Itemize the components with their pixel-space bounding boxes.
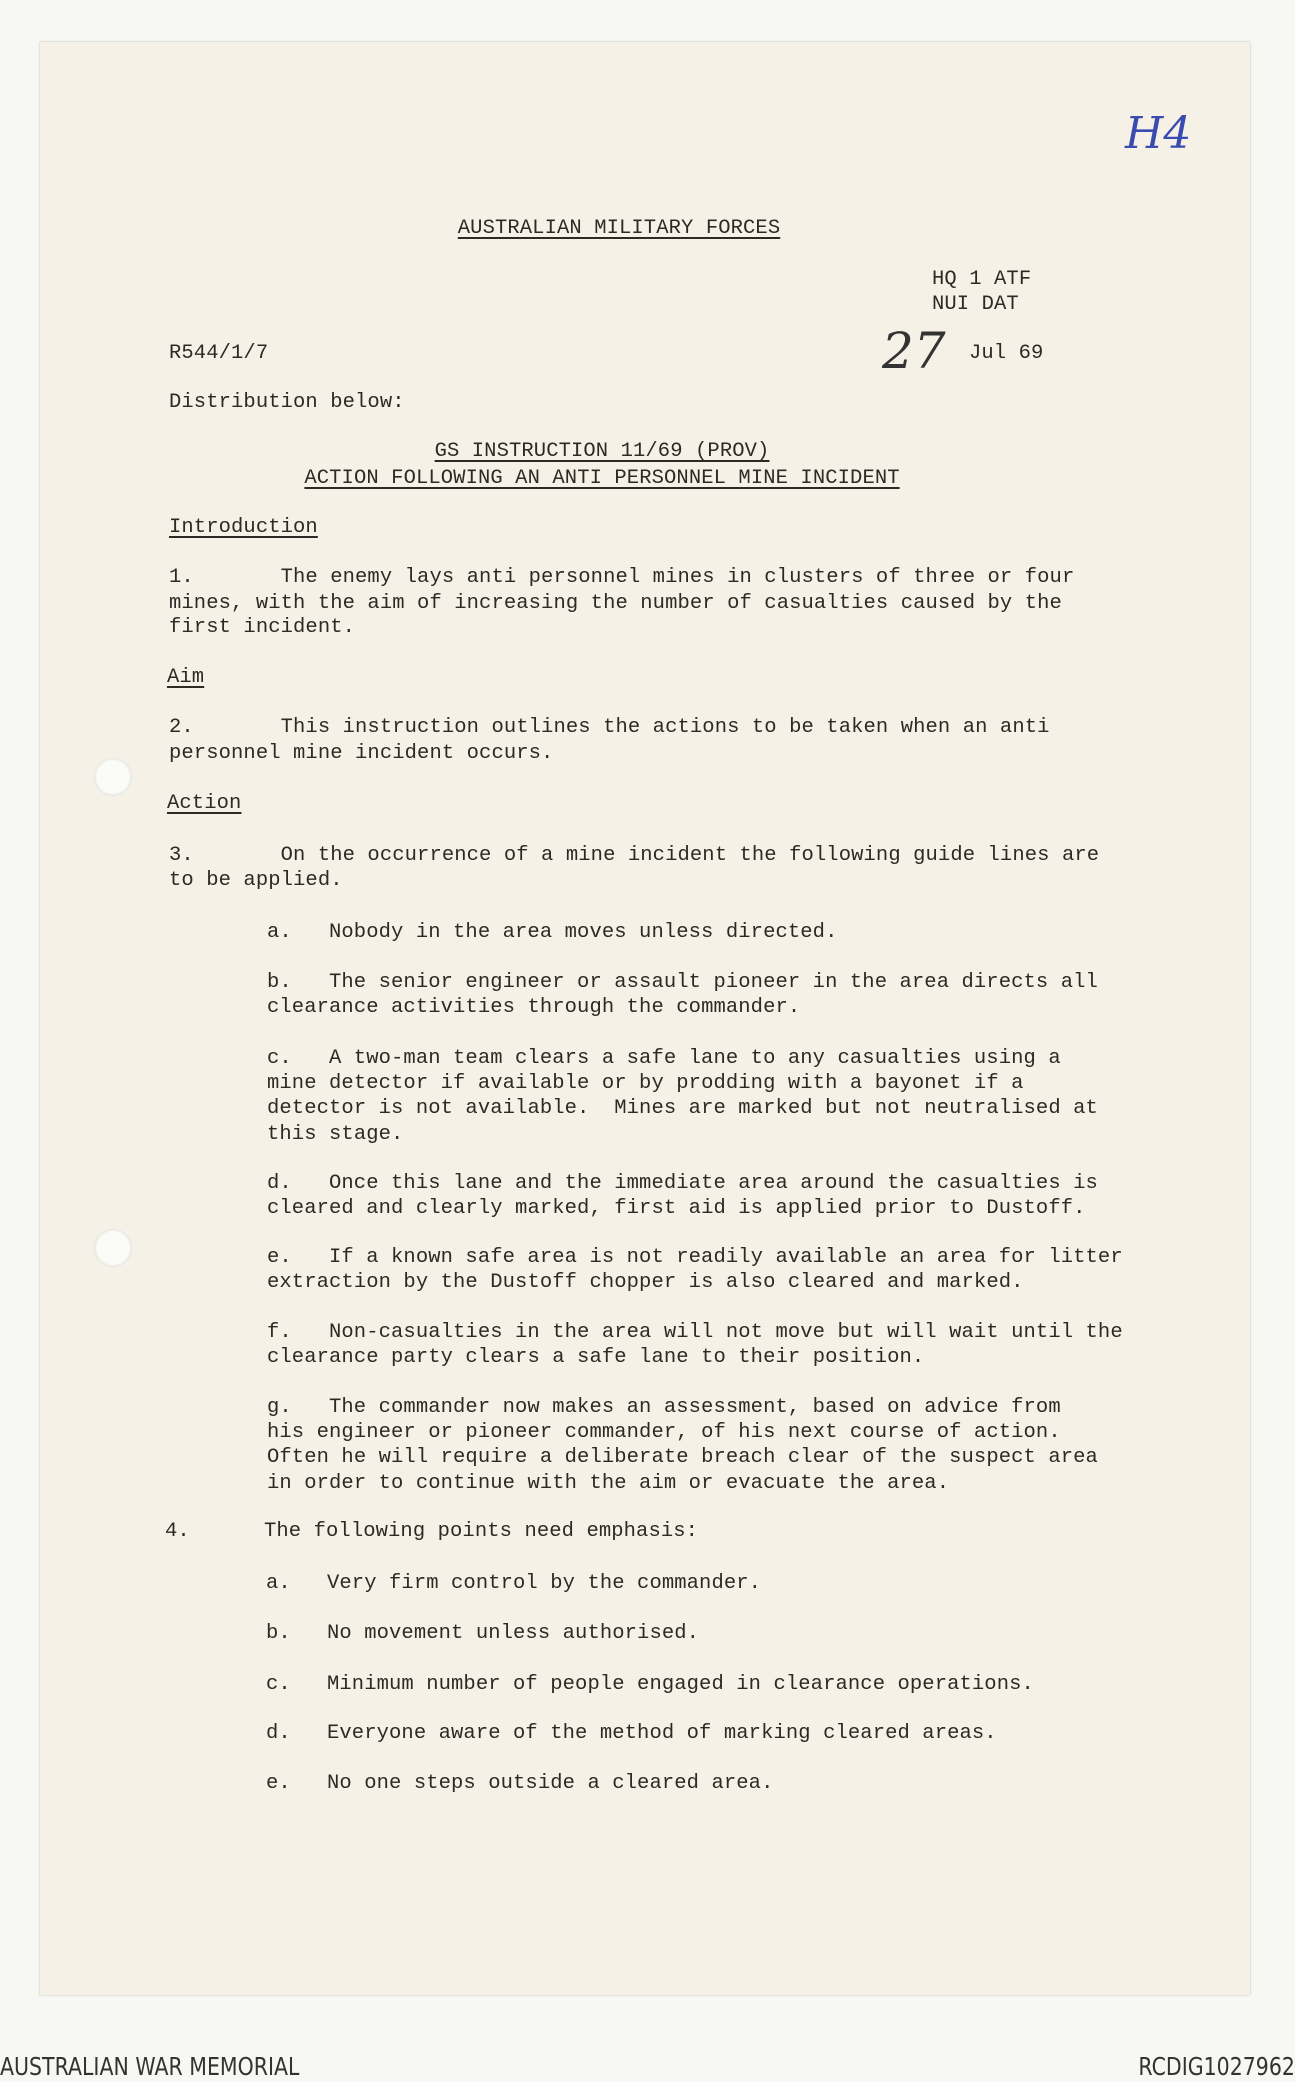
emphasis-label: e. [266, 1772, 291, 1795]
item-line: extraction by the Dustoff chopper is also cleared and marked. [267, 1271, 1024, 1295]
header-title: AUSTRALIAN MILITARY FORCES [457, 217, 781, 240]
item-label: e. [267, 1246, 292, 1269]
item-line: A two-man team clears a safe lane to any casualties using a [329, 1047, 1061, 1070]
item-line: this stage. [267, 1122, 404, 1146]
emphasis-label: d. [266, 1722, 291, 1745]
item-line: Non-casualties in the area will not move but will wait until the [329, 1321, 1123, 1344]
folio-number: H4 [1125, 108, 1192, 159]
item-line: clearance activities through the commander. [267, 996, 801, 1020]
instruction-number: GS INSTRUCTION 11/69 (PROV) [434, 440, 770, 463]
emphasis-point: Very firm control by the commander. [327, 1572, 762, 1595]
location-line: NUI DAT [932, 293, 1019, 316]
item-line: Often he will require a deliberate breach clear of the suspect area [267, 1446, 1098, 1470]
emphasis-label: c. [266, 1673, 291, 1696]
hq-line: HQ 1 ATF [932, 268, 1032, 291]
emphasis-point: Minimum number of people engaged in clearance operations. [327, 1673, 1034, 1696]
punch-hole [94, 758, 132, 796]
item-line: The commander now makes an assessment, based on advice from [329, 1396, 1061, 1419]
item-line: The senior engineer or assault pioneer in the area directs all [329, 971, 1098, 994]
item-line: in order to continue with the aim or evacuate the area. [267, 1471, 950, 1495]
para-3-line: to be applied. [169, 869, 343, 892]
emphasis-label: a. [266, 1572, 291, 1595]
emphasis-point: No movement unless authorised. [327, 1622, 700, 1645]
heading-introduction: Introduction [169, 516, 318, 539]
date-month-year: Jul 69 [969, 342, 1044, 365]
item-line: mine detector if available or by prodding with a bayonet if a [267, 1072, 1024, 1096]
para-1-line: first incident. [169, 616, 356, 639]
punch-hole [94, 1229, 132, 1267]
item-line: cleared and clearly marked, first aid is applied prior to Dustoff. [267, 1197, 1086, 1221]
para-1-line: mines, with the aim of increasing the number of casualties caused by the [169, 592, 1062, 615]
para-4-text: The following points need emphasis: [264, 1520, 699, 1543]
heading-aim: Aim [167, 666, 205, 689]
item-line: detector is not available. Mines are marked but not neutralised at [267, 1097, 1098, 1121]
para-3-line: 3. On the occurrence of a mine incident the following guide lines are [169, 844, 1100, 867]
item-line: Once this lane and the immediate area around the casualties is [329, 1172, 1098, 1195]
para-2-line: 2. This instruction outlines the actions to be taken when an anti [169, 716, 1050, 739]
heading-action: Action [167, 792, 242, 815]
item-line: his engineer or pioneer commander, of his next course of action. [267, 1421, 1061, 1445]
item-label: c. [267, 1047, 292, 1070]
para-2-line: personnel mine incident occurs. [169, 742, 554, 765]
emphasis-point: Everyone aware of the method of marking cleared areas. [327, 1722, 997, 1745]
item-label: a. [267, 921, 292, 944]
footer-source: AUSTRALIAN WAR MEMORIAL [0, 2052, 300, 2081]
footer-id: RCDIG1027962 [1138, 2052, 1295, 2081]
instruction-subject: ACTION FOLLOWING AN ANTI PERSONNEL MINE INCIDENT [304, 467, 900, 490]
reference-number: R544/1/7 [169, 342, 269, 365]
item-line: If a known safe area is not readily available an area for litter [329, 1246, 1123, 1269]
para-1-line: 1. The enemy lays anti personnel mines in clusters of three or four [169, 566, 1075, 589]
item-label: g. [267, 1396, 292, 1419]
handwritten-day: 27 [882, 322, 946, 380]
emphasis-label: b. [266, 1622, 291, 1645]
distribution-line: Distribution below: [169, 391, 405, 414]
item-label: d. [267, 1172, 292, 1195]
item-line: clearance party clears a safe lane to their position. [267, 1346, 925, 1370]
emphasis-point: No one steps outside a cleared area. [327, 1772, 774, 1795]
item-line: Nobody in the area moves unless directed. [329, 921, 838, 944]
item-label: f. [267, 1321, 292, 1344]
para-4-label: 4. [165, 1520, 190, 1543]
item-label: b. [267, 971, 292, 994]
